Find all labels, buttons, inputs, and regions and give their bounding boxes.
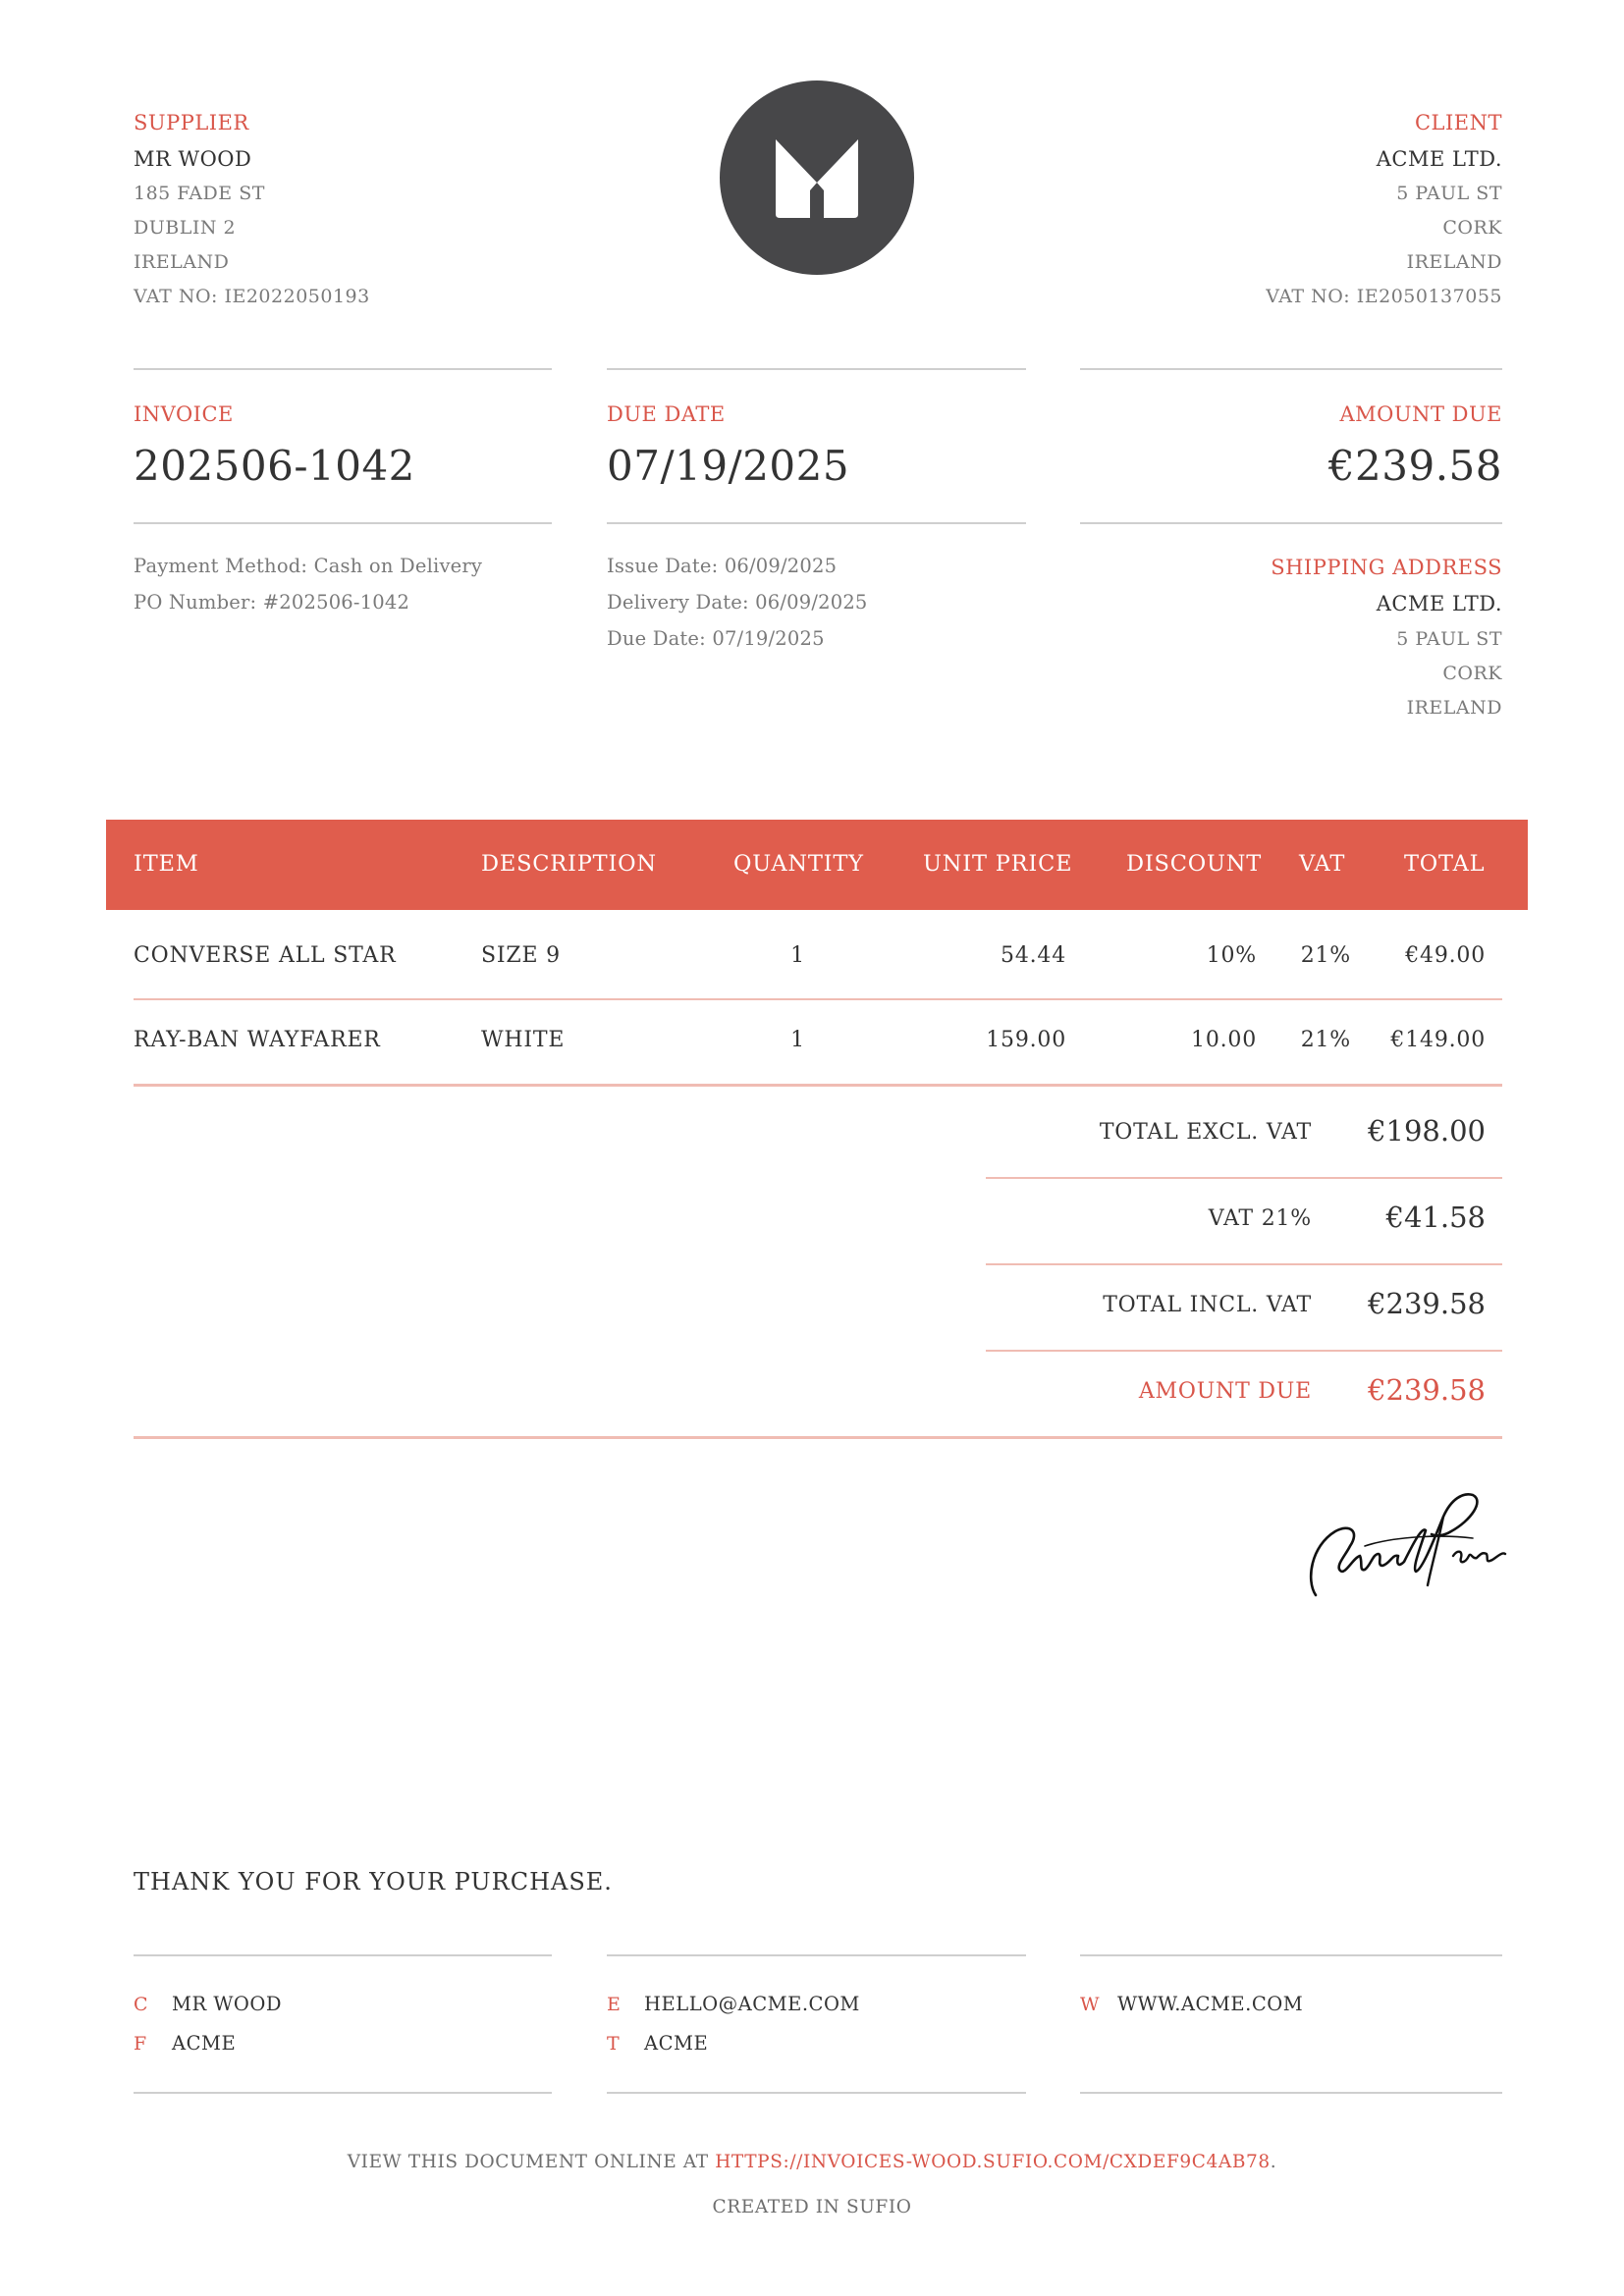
view-online-prefix: VIEW THIS DOCUMENT ONLINE AT <box>347 2152 716 2172</box>
client-name: ACME LTD. <box>1376 147 1502 171</box>
supplier-address-line: DUBLIN 2 <box>134 217 237 239</box>
header-description: DESCRIPTION <box>481 851 657 877</box>
row-description: SIZE 9 <box>481 943 561 968</box>
document-url-link[interactable]: HTTPS://INVOICES-WOOD.SUFIO.COM/CXDEF9C4AB78 <box>715 2152 1271 2172</box>
shipping-address-line: 5 PAUL ST <box>1396 628 1502 650</box>
totals-divider <box>986 1350 1502 1352</box>
totals-divider <box>986 1177 1502 1179</box>
row-item: CONVERSE ALL STAR <box>134 943 397 968</box>
row-quantity: 1 <box>790 943 805 968</box>
shipping-address <box>1396 622 1502 725</box>
divider <box>1080 368 1502 370</box>
contact-c-value: MR WOOD <box>172 1993 282 2015</box>
items-table-header <box>106 820 1528 910</box>
client-address-line: IRELAND <box>1406 251 1502 273</box>
amount-due-total-value: €239.58 <box>1368 1373 1486 1407</box>
due-date-value: 07/19/2025 <box>607 442 850 490</box>
divider <box>1080 1954 1502 1956</box>
table-bottom-rule <box>134 1084 1502 1087</box>
amount-due-label: AMOUNT DUE <box>1339 402 1502 426</box>
supplier-address-line: IRELAND <box>134 251 230 273</box>
divider <box>1080 2092 1502 2094</box>
issue-date: Issue Date: 06/09/2025 <box>607 555 838 577</box>
payment-details <box>134 548 482 620</box>
row-item: RAY-BAN WAYFARER <box>134 1028 381 1052</box>
contact-t-value: ACME <box>644 2032 709 2055</box>
client-vat: VAT NO: IE2050137055 <box>1266 286 1502 307</box>
supplier-label: SUPPLIER <box>134 111 249 134</box>
row-total: €149.00 <box>1390 1028 1486 1052</box>
contact-f-key: F <box>134 2033 147 2055</box>
vat-value: €41.58 <box>1385 1201 1486 1234</box>
divider <box>1080 522 1502 524</box>
invoice-label: INVOICE <box>134 402 234 426</box>
row-divider <box>134 998 1502 1000</box>
contact-website[interactable]: WWW.ACME.COM <box>1117 1993 1304 2015</box>
contact-email[interactable]: HELLO@ACME.COM <box>644 1993 860 2015</box>
totals-bottom-rule <box>134 1436 1502 1439</box>
row-vat: 21% <box>1300 943 1351 968</box>
header-total: TOTAL <box>1404 851 1486 877</box>
client-label: CLIENT <box>1414 111 1502 134</box>
divider <box>607 1954 1026 1956</box>
created-in-sufio: CREATED IN SUFIO <box>712 2197 912 2217</box>
shipping-address-line: CORK <box>1442 663 1502 684</box>
shipping-address-line: IRELAND <box>1406 697 1502 719</box>
divider <box>134 2092 552 2094</box>
divider <box>134 1954 552 1956</box>
supplier-address-line: 185 FADE ST <box>134 183 265 204</box>
amount-due-value: €239.58 <box>1327 442 1502 490</box>
client-address <box>1266 177 1502 314</box>
header-item: ITEM <box>134 851 199 877</box>
divider <box>607 2092 1026 2094</box>
total-incl-vat-value: €239.58 <box>1368 1287 1486 1320</box>
detail-due-date: Due Date: 07/19/2025 <box>607 627 825 650</box>
view-online-period: . <box>1270 2152 1277 2172</box>
divider <box>134 368 552 370</box>
divider <box>134 522 552 524</box>
totals-divider <box>986 1263 1502 1265</box>
row-quantity: 1 <box>790 1028 805 1052</box>
delivery-date: Delivery Date: 06/09/2025 <box>607 591 868 614</box>
row-total: €49.00 <box>1405 943 1486 968</box>
supplier-name: MR WOOD <box>134 147 252 171</box>
total-excl-vat-label: TOTAL EXCL. VAT <box>1099 1120 1312 1145</box>
client-address-line: 5 PAUL ST <box>1396 183 1502 204</box>
row-discount: 10.00 <box>1191 1028 1257 1052</box>
header-vat: VAT <box>1299 851 1346 877</box>
contact-f-value: ACME <box>172 2032 237 2055</box>
header-discount: DISCOUNT <box>1126 851 1263 877</box>
divider <box>607 368 1026 370</box>
m-logo-icon <box>720 80 914 275</box>
row-unit-price: 54.44 <box>1001 943 1066 968</box>
header-unit-price: UNIT PRICE <box>923 851 1073 877</box>
shipping-name: ACME LTD. <box>1376 592 1502 615</box>
payment-method: Payment Method: Cash on Delivery <box>134 555 483 577</box>
row-unit-price: 159.00 <box>986 1028 1066 1052</box>
total-excl-vat-value: €198.00 <box>1368 1114 1486 1148</box>
supplier-vat: VAT NO: IE2022050193 <box>134 286 370 307</box>
divider <box>607 522 1026 524</box>
contact-t-key: T <box>607 2033 620 2055</box>
total-incl-vat-label: TOTAL INCL. VAT <box>1103 1293 1312 1317</box>
date-details <box>607 548 868 657</box>
supplier-address <box>134 177 370 314</box>
thank-you-message: THANK YOU FOR YOUR PURCHASE. <box>134 1868 613 1896</box>
row-description: WHITE <box>481 1028 566 1052</box>
contact-w-key: W <box>1080 1994 1100 2015</box>
row-vat: 21% <box>1300 1028 1351 1052</box>
po-number: PO Number: #202506-1042 <box>134 591 410 614</box>
vat-label: VAT 21% <box>1208 1206 1312 1231</box>
header-quantity: QUANTITY <box>733 851 864 877</box>
amount-due-total-label: AMOUNT DUE <box>1138 1379 1312 1404</box>
due-date-label: DUE DATE <box>607 402 726 426</box>
contact-c-key: C <box>134 1994 148 2015</box>
client-address-line: CORK <box>1442 217 1502 239</box>
signature-image <box>1306 1487 1507 1605</box>
row-discount: 10% <box>1206 943 1257 968</box>
view-online-line <box>0 2152 1624 2172</box>
invoice-number: 202506-1042 <box>134 442 415 490</box>
contact-e-key: E <box>607 1994 621 2015</box>
shipping-label: SHIPPING ADDRESS <box>1271 556 1502 579</box>
